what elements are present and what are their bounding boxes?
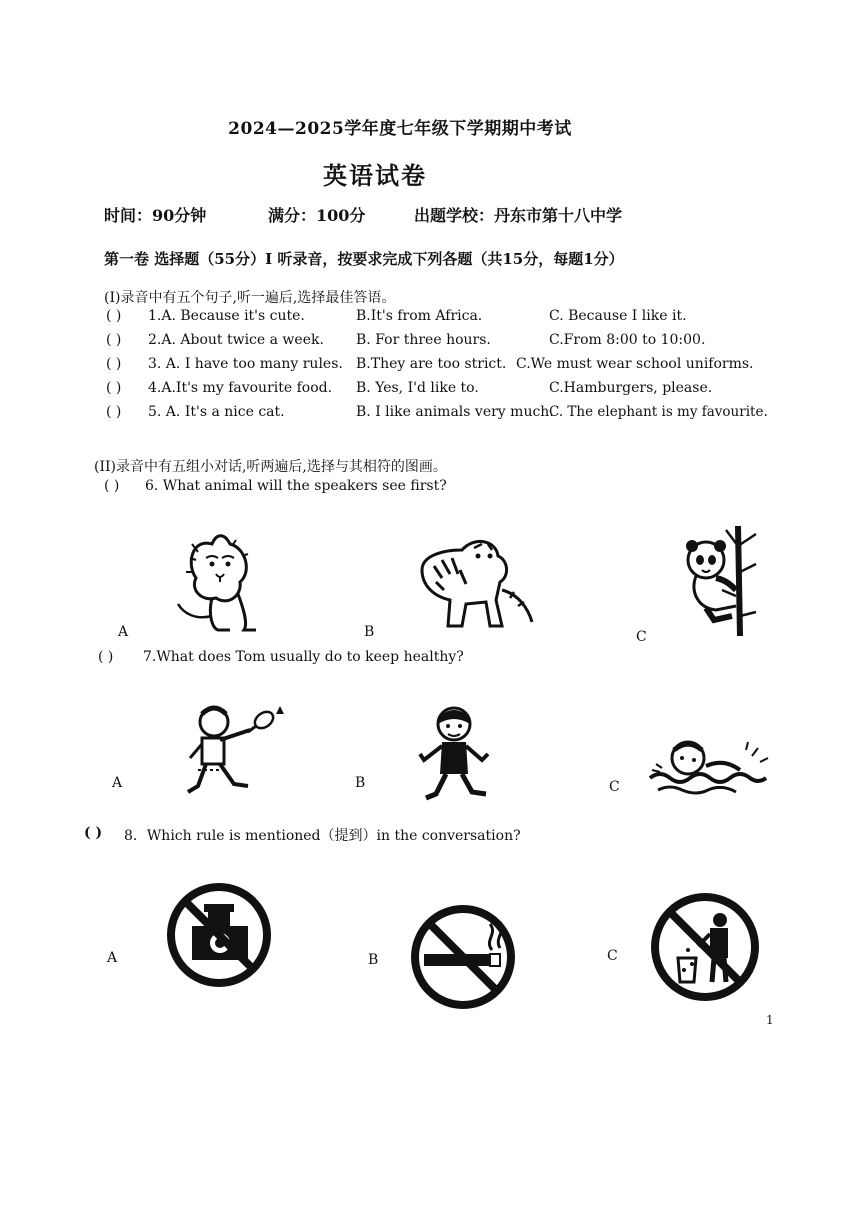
option-label-b: B: [355, 775, 366, 791]
answer-blank[interactable]: ( ): [106, 380, 122, 396]
no-littering-sign[interactable]: [648, 890, 762, 1004]
part2-instruction: (II)录音中有五组小对话,听两遍后,选择与其相符的图画。: [94, 459, 447, 475]
no-photography-sign[interactable]: [164, 880, 274, 990]
question-6: 6. What animal will the speakers see first?: [145, 478, 447, 494]
option-a: 3. A. I have too many rules.: [148, 356, 343, 372]
question-8: 8．Which rule is mentioned（提到）in the conversation?: [124, 828, 521, 844]
panda-picture[interactable]: [666, 516, 760, 638]
answer-blank[interactable]: ( ): [106, 356, 122, 372]
answer-blank[interactable]: ( ): [106, 308, 122, 324]
option-a: 1.A. Because it's cute.: [148, 308, 305, 324]
lion-picture[interactable]: [172, 524, 280, 636]
exam-title: 2024—2025学年度七年级下学期期中考试: [228, 119, 572, 139]
option-b: B. For three hours.: [356, 332, 491, 348]
option-c: C.Hamburgers, please.: [549, 380, 713, 396]
option-label-a: A: [112, 775, 123, 791]
option-b: B. I like animals very much.: [356, 404, 554, 420]
page-number: 1: [766, 1013, 774, 1027]
answer-blank-q6[interactable]: ( ): [104, 478, 120, 494]
exam-time: 时间：90分钟: [104, 206, 207, 225]
part1-instruction: (I)录音中有五个句子,听一遍后,选择最佳答语。: [104, 290, 396, 306]
swimming-picture[interactable]: [648, 738, 770, 806]
badminton-picture[interactable]: [184, 700, 296, 804]
answer-blank-q8[interactable]: ( ): [84, 825, 103, 841]
option-c: C. Because I like it.: [549, 308, 687, 324]
option-label-b: B: [368, 952, 379, 968]
answer-blank[interactable]: ( ): [106, 404, 122, 420]
option-label-a: A: [118, 624, 129, 640]
option-b: B. Yes, I'd like to.: [356, 380, 479, 396]
no-smoking-sign[interactable]: [408, 902, 518, 1012]
section-title: 第一卷 选择题（55分）I 听录音，按要求完成下列各题（共15分，每题1分）: [104, 250, 624, 268]
trash-bin-icon: [678, 948, 696, 982]
option-label-c: C: [607, 948, 618, 964]
option-label-a: A: [107, 950, 118, 966]
setting-school: 出题学校：丹东市第十八中学: [414, 206, 623, 225]
answer-blank[interactable]: ( ): [106, 332, 122, 348]
option-label-c: C: [636, 629, 647, 645]
option-label-c: C: [609, 779, 620, 795]
subject-title: 英语试卷: [323, 161, 427, 190]
option-c: C. The elephant is my favourite.: [549, 404, 768, 420]
tiger-picture[interactable]: [412, 530, 536, 634]
option-a: 2.A. About twice a week.: [148, 332, 324, 348]
question-7: 7.What does Tom usually do to keep healthy?: [143, 649, 464, 665]
option-c: C.We must wear school uniforms.: [516, 356, 754, 372]
running-picture[interactable]: [414, 702, 496, 810]
answer-blank-q7[interactable]: ( ): [98, 649, 114, 665]
option-a: 5. A. It's a nice cat.: [148, 404, 285, 420]
option-b: B.It's from Africa.: [356, 308, 483, 324]
option-b: B.They are too strict.: [356, 356, 507, 372]
option-c: C.From 8:00 to 10:00.: [549, 332, 706, 348]
option-a: 4.A.It's my favourite food.: [148, 380, 333, 396]
full-score: 满分：100分: [268, 206, 366, 225]
option-label-b: B: [364, 624, 375, 640]
